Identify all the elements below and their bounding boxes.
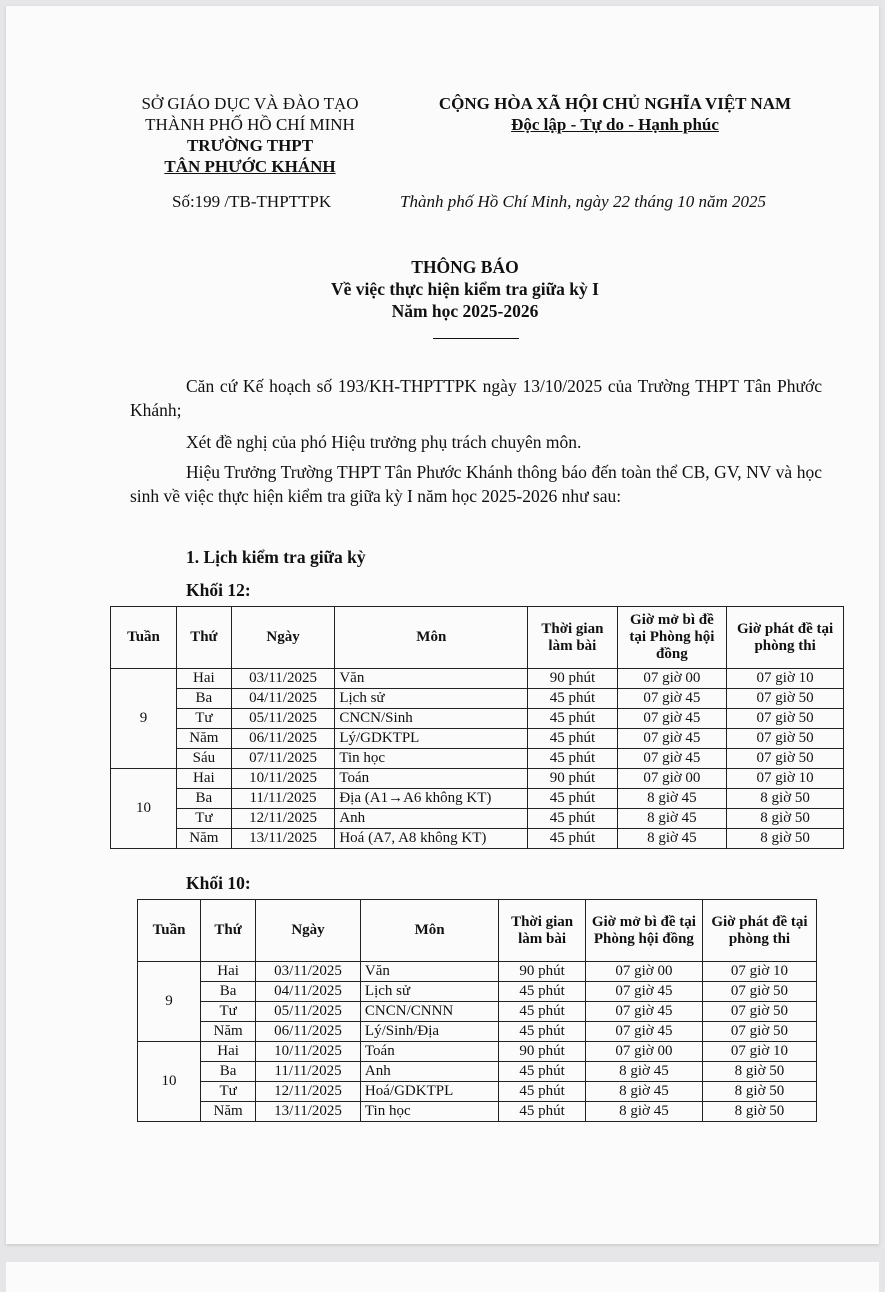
subject-cell: Anh	[360, 1062, 498, 1082]
open-time-cell: 8 giờ 45	[617, 829, 727, 849]
duration-cell: 45 phút	[499, 982, 586, 1002]
distribute-time-cell: 07 giờ 10	[727, 669, 844, 689]
doc-title	[230, 256, 700, 322]
column-header: Môn	[360, 900, 498, 962]
column-header: Ngày	[256, 900, 361, 962]
distribute-time-cell: 07 giờ 50	[702, 1022, 816, 1042]
open-time-cell: 8 giờ 45	[585, 1102, 702, 1122]
distribute-time-cell: 07 giờ 50	[727, 709, 844, 729]
table-row	[138, 1042, 817, 1062]
subject-cell: Anh	[335, 809, 528, 829]
date-cell: 11/11/2025	[256, 1062, 361, 1082]
weekday-cell: Hai	[201, 1042, 256, 1062]
subject-cell: Lịch sử	[360, 982, 498, 1002]
subject-cell: Tin học	[335, 749, 528, 769]
duration-cell: 45 phút	[528, 689, 617, 709]
title-divider	[433, 338, 519, 339]
date-cell: 07/11/2025	[231, 749, 335, 769]
date-cell: 04/11/2025	[256, 982, 361, 1002]
distribute-time-cell: 07 giờ 10	[702, 1042, 816, 1062]
open-time-cell: 07 giờ 45	[617, 709, 727, 729]
subject-cell: Toán	[335, 769, 528, 789]
distribute-time-cell: 07 giờ 50	[702, 1002, 816, 1022]
date-cell: 10/11/2025	[256, 1042, 361, 1062]
duration-cell: 45 phút	[528, 829, 617, 849]
table-row	[138, 1102, 817, 1122]
table-row	[111, 769, 844, 789]
column-header: Ngày	[231, 607, 335, 669]
schedule-table-khoi10	[137, 899, 817, 1122]
date-cell: 06/11/2025	[231, 729, 335, 749]
distribute-time-cell: 8 giờ 50	[727, 829, 844, 849]
distribute-time-cell: 8 giờ 50	[727, 789, 844, 809]
subject-cell: Lý/GDKTPL	[335, 729, 528, 749]
header-right	[395, 93, 835, 135]
week-cell: 10	[138, 1042, 201, 1122]
weekday-cell: Ba	[176, 789, 231, 809]
title-main: THÔNG BÁO	[411, 257, 519, 277]
subject-cell: Lý/Sinh/Địa	[360, 1022, 498, 1042]
section-heading: 1. Lịch kiểm tra giữa kỳ	[186, 547, 366, 567]
subject-cell: Toán	[360, 1042, 498, 1062]
subject-cell: CNCN/Sinh	[335, 709, 528, 729]
date-cell: 13/11/2025	[256, 1102, 361, 1122]
column-header: Thứ	[176, 607, 231, 669]
weekday-cell: Hai	[176, 669, 231, 689]
column-header: Thứ	[201, 900, 256, 962]
weekday-cell: Năm	[201, 1102, 256, 1122]
duration-cell: 90 phút	[499, 1042, 586, 1062]
table-row	[111, 709, 844, 729]
weekday-cell: Ba	[176, 689, 231, 709]
table-row	[138, 962, 817, 982]
open-time-cell: 07 giờ 00	[585, 962, 702, 982]
duration-cell: 45 phút	[528, 729, 617, 749]
paragraph-proposal: Xét đề nghị của phó Hiệu trưởng phụ trách chuyên môn.	[186, 432, 582, 452]
duration-cell: 45 phút	[528, 789, 617, 809]
dept-name: SỞ GIÁO DỤC VÀ ĐÀO TẠO	[141, 94, 359, 113]
open-time-cell: 8 giờ 45	[617, 789, 727, 809]
column-header: Thời gian làm bài	[499, 900, 586, 962]
duration-cell: 45 phút	[499, 1082, 586, 1102]
open-time-cell: 8 giờ 45	[585, 1082, 702, 1102]
date-cell: 06/11/2025	[256, 1022, 361, 1042]
distribute-time-cell: 07 giờ 50	[727, 729, 844, 749]
table-row	[138, 1082, 817, 1102]
subject-cell: Tin học	[360, 1102, 498, 1122]
date-cell: 05/11/2025	[231, 709, 335, 729]
distribute-time-cell: 07 giờ 50	[727, 749, 844, 769]
week-cell: 9	[111, 669, 177, 769]
distribute-time-cell: 8 giờ 50	[702, 1062, 816, 1082]
date-cell: 13/11/2025	[231, 829, 335, 849]
open-time-cell: 07 giờ 45	[617, 689, 727, 709]
title-sub2: Năm học 2025-2026	[391, 301, 539, 321]
header-left	[120, 93, 380, 177]
weekday-cell: Năm	[176, 829, 231, 849]
date-cell: 04/11/2025	[231, 689, 335, 709]
open-time-cell: 8 giờ 45	[617, 809, 727, 829]
date-cell: 03/11/2025	[256, 962, 361, 982]
subject-cell: Lịch sử	[335, 689, 528, 709]
distribute-time-cell: 07 giờ 10	[702, 962, 816, 982]
city-name: THÀNH PHỐ HỒ CHÍ MINH	[145, 115, 355, 134]
weekday-cell: Ba	[201, 982, 256, 1002]
date-cell: 05/11/2025	[256, 1002, 361, 1022]
open-time-cell: 07 giờ 00	[617, 769, 727, 789]
table-row	[138, 982, 817, 1002]
doc-number: Số:199 /TB-THPTTPK	[172, 192, 332, 211]
column-header: Giờ phát đề tại phòng thi	[727, 607, 844, 669]
subject-cell: Hoá (A7, A8 không KT)	[335, 829, 528, 849]
open-time-cell: 07 giờ 45	[585, 1002, 702, 1022]
table-row	[111, 689, 844, 709]
open-time-cell: 07 giờ 00	[585, 1042, 702, 1062]
distribute-time-cell: 07 giờ 50	[702, 982, 816, 1002]
duration-cell: 90 phút	[528, 769, 617, 789]
duration-cell: 45 phút	[499, 1022, 586, 1042]
duration-cell: 45 phút	[528, 749, 617, 769]
week-cell: 10	[111, 769, 177, 849]
duration-cell: 45 phút	[528, 709, 617, 729]
duration-cell: 45 phút	[499, 1062, 586, 1082]
date-cell: 10/11/2025	[231, 769, 335, 789]
table-row	[138, 1062, 817, 1082]
country-name: CỘNG HÒA XÃ HỘI CHỦ NGHĨA VIỆT NAM	[438, 94, 792, 113]
paragraph-notice: Hiệu Trưởng Trường THPT Tân Phước Khánh thông báo đến toàn thể CB, GV, NV và học sinh về việc thực hiện kiểm tra giữa kỳ I năm học 2025-2026 như sau:	[130, 462, 822, 506]
date-line: Thành phố Hồ Chí Minh, ngày 22 tháng 10 năm 2025	[400, 192, 766, 211]
subject-cell: CNCN/CNNN	[360, 1002, 498, 1022]
open-time-cell: 8 giờ 45	[585, 1062, 702, 1082]
weekday-cell: Tư	[201, 1002, 256, 1022]
date-cell: 11/11/2025	[231, 789, 335, 809]
distribute-time-cell: 07 giờ 10	[727, 769, 844, 789]
date-cell: 12/11/2025	[256, 1082, 361, 1102]
distribute-time-cell: 8 giờ 50	[702, 1082, 816, 1102]
weekday-cell: Hai	[201, 962, 256, 982]
khoi12-label: Khối 12:	[186, 580, 251, 600]
date-cell: 12/11/2025	[231, 809, 335, 829]
weekday-cell: Năm	[201, 1022, 256, 1042]
duration-cell: 45 phút	[499, 1002, 586, 1022]
duration-cell: 90 phút	[499, 962, 586, 982]
table-row	[111, 729, 844, 749]
date-cell: 03/11/2025	[231, 669, 335, 689]
next-page-edge	[6, 1262, 879, 1292]
khoi10-label: Khối 10:	[186, 873, 251, 893]
week-cell: 9	[138, 962, 201, 1042]
duration-cell: 45 phút	[499, 1102, 586, 1122]
column-header: Thời gian làm bài	[528, 607, 617, 669]
open-time-cell: 07 giờ 00	[617, 669, 727, 689]
table-row	[111, 789, 844, 809]
open-time-cell: 07 giờ 45	[585, 1022, 702, 1042]
distribute-time-cell: 8 giờ 50	[727, 809, 844, 829]
motto: Độc lập - Tự do - Hạnh phúc	[511, 115, 719, 134]
table-row	[138, 1022, 817, 1042]
column-header: Tuần	[111, 607, 177, 669]
column-header: Tuần	[138, 900, 201, 962]
subject-cell: Văn	[335, 669, 528, 689]
duration-cell: 45 phút	[528, 809, 617, 829]
distribute-time-cell: 8 giờ 50	[702, 1102, 816, 1122]
table-row	[111, 809, 844, 829]
school-name: TÂN PHƯỚC KHÁNH	[164, 157, 336, 176]
title-sub1: Về việc thực hiện kiểm tra giữa kỳ I	[331, 279, 599, 299]
subject-cell: Hoá/GDKTPL	[360, 1082, 498, 1102]
weekday-cell: Tư	[201, 1082, 256, 1102]
open-time-cell: 07 giờ 45	[585, 982, 702, 1002]
column-header: Giờ mở bì đề tại Phòng hội đồng	[617, 607, 727, 669]
table-header-row	[138, 900, 817, 962]
weekday-cell: Sáu	[176, 749, 231, 769]
subject-cell: Văn	[360, 962, 498, 982]
open-time-cell: 07 giờ 45	[617, 729, 727, 749]
weekday-cell: Hai	[176, 769, 231, 789]
schedule-table-khoi12	[110, 606, 844, 849]
paragraph-basis: Căn cứ Kế hoạch số 193/KH-THPTTPK ngày 13/10/2025 của Trường THPT Tân Phước Khánh;	[130, 376, 822, 420]
column-header: Môn	[335, 607, 528, 669]
weekday-cell: Năm	[176, 729, 231, 749]
table-row	[111, 669, 844, 689]
weekday-cell: Tư	[176, 709, 231, 729]
weekday-cell: Tư	[176, 809, 231, 829]
table-row	[111, 749, 844, 769]
weekday-cell: Ba	[201, 1062, 256, 1082]
open-time-cell: 07 giờ 45	[617, 749, 727, 769]
column-header: Giờ phát đề tại phòng thi	[702, 900, 816, 962]
distribute-time-cell: 07 giờ 50	[727, 689, 844, 709]
column-header: Giờ mở bì đề tại Phòng hội đồng	[585, 900, 702, 962]
subject-cell: Địa (A1→A6 không KT)	[335, 789, 528, 809]
table-row	[138, 1002, 817, 1022]
school-type: TRƯỜNG THPT	[186, 136, 314, 155]
duration-cell: 90 phút	[528, 669, 617, 689]
table-row	[111, 829, 844, 849]
table-header-row	[111, 607, 844, 669]
